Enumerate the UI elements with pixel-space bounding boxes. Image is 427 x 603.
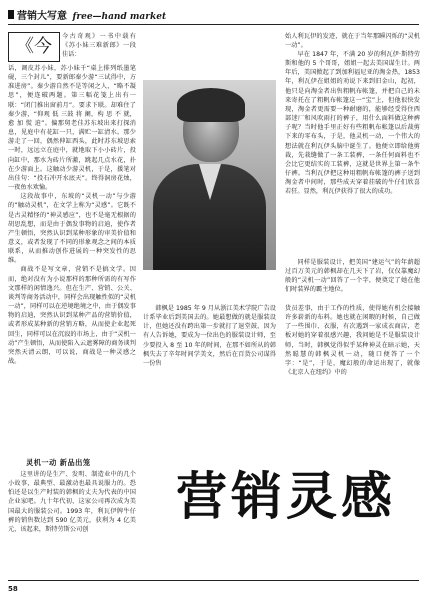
right-bottom-column bbox=[285, 304, 420, 460]
left-bottom-column bbox=[8, 470, 136, 584]
left-paragraph-2: 这段故事中，东坡的“灵机一动”与少游的“触动灵机”，在文学上称为“灵感”。它既不是古灵精怪的“神灵感应”，也不是毫无根据的胡思乱想，而是由于偶发事物的启迪，使作者产生顿悟，突然认识到某种形象的审美价值和意义，或者发现了不同的形象观念之间的本质联系，从而推动创作进展的一种突发性的思维。 bbox=[8, 193, 136, 265]
header-title bbox=[17, 7, 166, 22]
header-subtitle: free—hand market bbox=[72, 12, 167, 22]
photo-hair bbox=[177, 88, 245, 122]
left-paragraph-1: 话，调皮苏小妹，苏小妹千“桌上排列纸墨笔砚，三个封儿”，要新郎秦少游“三试得中，方准进房”。秦少游自然不是等闲之人，“略不凝思”，便连破两题。第三幅花笺上出有一联：“闭门推出窗前月”。要求下联。却难住了秦少游，“仰观 低 三鼓 将 阑，构 思 不 就，愈 加 慌 迫”。偏那舅老佳苏东坡出来打探消息，见庭中有花缸一只，满贮一缸清水。那少游走了一回，偶然伸缸西头，此时苏东坡思索一时，远远立在庭中，就地取下小小砖片，投向缸中，那水为砖片所激，跳起几点水花，扑在少游面上。这触动少游灵机，于是，援笔对出佳句：“投石冲开水底天”。终得洞房花烛，一夜鱼水欢愉。 bbox=[8, 65, 136, 192]
page-number: 58 bbox=[8, 585, 18, 593]
section-title: 灵机一动 新品出笼 bbox=[26, 458, 91, 467]
header-rule bbox=[8, 24, 419, 25]
footer-rule bbox=[8, 580, 419, 581]
header-title-text: 营销大写意 bbox=[17, 11, 67, 22]
right-lower-column bbox=[285, 258, 420, 300]
right-main-paragraph: 早在 1847 年，不满 20 岁的利瓦伊·斯特劳斯和他的 5 个哥哥，姐姐一起去美国谋生计。两年后，美国掀起了到加利福尼亚的淘金热，1853 年，利瓦伊在姐姐的劝说下来到旧金山，起初，他只是向淘金者出售粗帆布帐篷，并把自己的未来寄托在了粗帆布帐篷这一“宝”上，但他很快发现，淘金者更需要一种耐磨的，能够经受得住西部迷厂和风吹雨打的裤子，用什么面料做这种裤子呢？当时他手里正好有些粗帆布帐篷以后裁剪下来的零布头，于是，他灵机一动，一个伟大的想法就在利瓦伊头脑中诞生了。他便立即给他剪裁，先栽缝做了一条工装裤，一条任何面料也不会比它更结实的工装裤，这就是世界上第一条牛仔裤。当利瓦伊把这种用粗帆布帐篷的裤子送到淘金者中间时，那些成天穿着挂破的牛仔们欣喜若狂。显然，利瓦伊获得了很大的成功。 bbox=[285, 51, 420, 196]
intro-text: 今古奇观》一书中载有《苏小妹三难新郎》一段佳话： bbox=[62, 33, 136, 59]
right-bottom-paragraph: 货员差事，由于工作的性质，使得她有机会接触许多崭新的布料。她也就在闲暇的时候，自己做了一些围巾、衣服，有次遇到一家成衣商店，老板对她的穿着很感兴趣，我问她是不是服装设计师，当时，韩枫觉得似乎某种神灵在暗示她，天然聪慧的韩枫灵机一动，随口便答了一个字：“是”，于是，魔幻般的命运出现了，就像《北京人在纽约》中的 bbox=[285, 305, 420, 377]
portrait-photo bbox=[143, 80, 276, 270]
page-header bbox=[8, 6, 419, 24]
header-square-icon bbox=[8, 10, 14, 19]
dropcap: 《今 bbox=[8, 32, 60, 62]
mid-lower-paragraph: 韩枫是 1985 年 9 月从浙江美术学院广告设计系毕业后到美国去的。她最想做的就是服装设计，但她还没有跨出第一步就打了退堂鼓，因为有人告诉她，要成为一位出色的服装设计师，至少要投入 8 至 10 年的时间，在那不如所从的韩枫失去了辛年时间学美文，然后在百货公司谋得一份售 bbox=[143, 305, 276, 367]
left-paragraph-3: 商战不是写文章，营销不是搞文学。因而，绝对没有为小说那样的那种所需的有写作文那样的闲情逸兴。但在生产、营销、公关、谈判等商务活动中，同样会出现触性似的“灵机一动”，同样可以在逆境绝境之中，由于偶发事物的启迪，突然认识到某种产品的营销价值，或者形成某种新的营销方略，从而使企业起死回生，同样可以在沉寂的市场上，由于“灵机一动”产生顿悟，从而使陷入云遮雾障的商务谈判突然天清云朗，可以说，商战是一种灵感之战。 bbox=[8, 266, 136, 365]
left-column bbox=[8, 64, 136, 456]
mid-lower-column bbox=[143, 304, 276, 460]
mid-top-paragraph: 始人利瓦伊的发迹，就在于当年那瞬闪烁的“灵机一动”。 bbox=[285, 33, 420, 50]
right-main-column bbox=[285, 50, 420, 255]
right-lower-paragraph: 同样是服装设计，把美国“建运气”的年薪超过百万美元的韩枫却在几天下了岩，仅仅靠魔幻般的“灵机一动”回答了一个字，便奠定了她在他们时装界的霸主地位。 bbox=[285, 259, 420, 294]
big-title: 营销灵感 bbox=[176, 468, 397, 527]
left-bottom-paragraph: 这里讲的是生产、发明、制造业中的几个小故事，最典型、最激动也最具说服力的。恐怕还是以生产时装的韩枫的丈夫为代表的中国企业家吧。九十年代初，这家公司再次成为美国最大的服装公司。1993 年，利瓦伊牌牛仔裤的销售数达到 590 亿美元，获利为 4 亿美元，该起来，斯特劳斯公司创 bbox=[8, 471, 136, 533]
